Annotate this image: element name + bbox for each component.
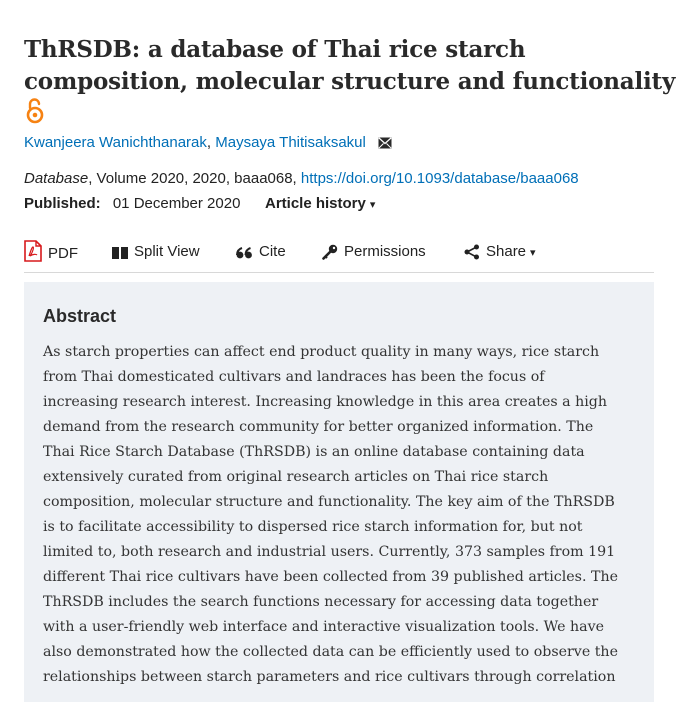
published-row <box>24 194 376 214</box>
abstract-section <box>24 282 654 702</box>
pdf-button[interactable] <box>24 240 78 264</box>
abstract-line: from Thai domesticated cultivars and landraces has been the focus of <box>43 369 545 385</box>
abstract-line: with a user-friendly web interface and interactive visualization tools. We have <box>43 619 605 635</box>
author-link-wanichthanarak[interactable]: Kwanjeera Wanichthanarak <box>24 134 207 151</box>
abstract-line: ThRSDB includes the search functions necessary for accessing data together <box>43 594 599 610</box>
share-label: Share <box>486 243 527 260</box>
author-list <box>24 133 392 153</box>
article-title-line-1: ThRSDB: a database of Thai rice starch <box>24 36 526 63</box>
envelope-icon[interactable] <box>378 137 392 149</box>
chevron-down-icon: ▾ <box>369 199 376 211</box>
abstract-line: Thai Rice Starch Database (ThRSDB) is an online database containing data <box>43 444 585 460</box>
article-history-toggle[interactable] <box>265 194 375 215</box>
split-view-icon <box>112 246 128 260</box>
abstract-line: demand from the research community for better organized information. The <box>43 419 594 435</box>
split-view-button[interactable] <box>112 240 200 264</box>
permissions-button[interactable] <box>322 240 426 264</box>
share-icon <box>464 244 480 260</box>
article-title-line-2: composition, molecular structure and functionality <box>24 68 676 95</box>
article-history-label: Article history <box>265 195 366 212</box>
open-access-icon <box>25 97 45 125</box>
abstract-line: As starch properties can affect end product quality in many ways, rice starch <box>43 344 600 360</box>
abstract-text <box>43 340 635 690</box>
key-icon <box>322 244 338 260</box>
pdf-label: PDF <box>48 245 78 262</box>
citation-details: , Volume 2020, 2020, baaa068, <box>88 170 301 187</box>
share-button[interactable] <box>464 240 536 264</box>
abstract-line: composition, molecular structure and functionality. The key aim of the ThRSDB <box>43 494 615 510</box>
article-toolbar <box>24 240 654 273</box>
citation-line <box>24 169 579 189</box>
published-label: Published: <box>24 195 101 212</box>
cite-label: Cite <box>259 243 286 260</box>
author-link-thitisaksakul[interactable]: Maysaya Thitisaksakul <box>215 134 366 151</box>
abstract-line: extensively curated from original research articles on Thai rice starch <box>43 469 549 485</box>
author-separator: , <box>206 134 212 151</box>
abstract-line: limited to, both research and industrial users. Currently, 373 samples from 191 <box>43 544 616 560</box>
pdf-file-icon <box>24 240 42 262</box>
quote-icon <box>236 246 253 260</box>
abstract-line: also demonstrated how the collected data can be efficiently used to observe the <box>43 644 618 660</box>
chevron-down-icon: ▾ <box>530 247 536 259</box>
cite-button[interactable] <box>236 240 286 264</box>
split-view-label: Split View <box>134 243 200 260</box>
doi-link[interactable]: https://doi.org/10.1093/database/baaa068 <box>300 170 579 187</box>
abstract-line: increasing research interest. Increasing knowledge in this area creates a high <box>43 394 608 410</box>
abstract-line: relationships between starch parameters and rice cultivars through correlation <box>43 669 616 685</box>
permissions-label: Permissions <box>344 243 426 260</box>
published-date: 01 December 2020 <box>112 195 241 212</box>
journal-name: Database <box>24 170 89 187</box>
article-title <box>24 34 676 98</box>
abstract-line: is to facilitate accessibility to dispersed rice starch information for, but not <box>43 519 583 535</box>
abstract-heading: Abstract <box>43 306 117 326</box>
abstract-line: different Thai rice cultivars have been collected from 39 published articles. The <box>43 569 618 585</box>
